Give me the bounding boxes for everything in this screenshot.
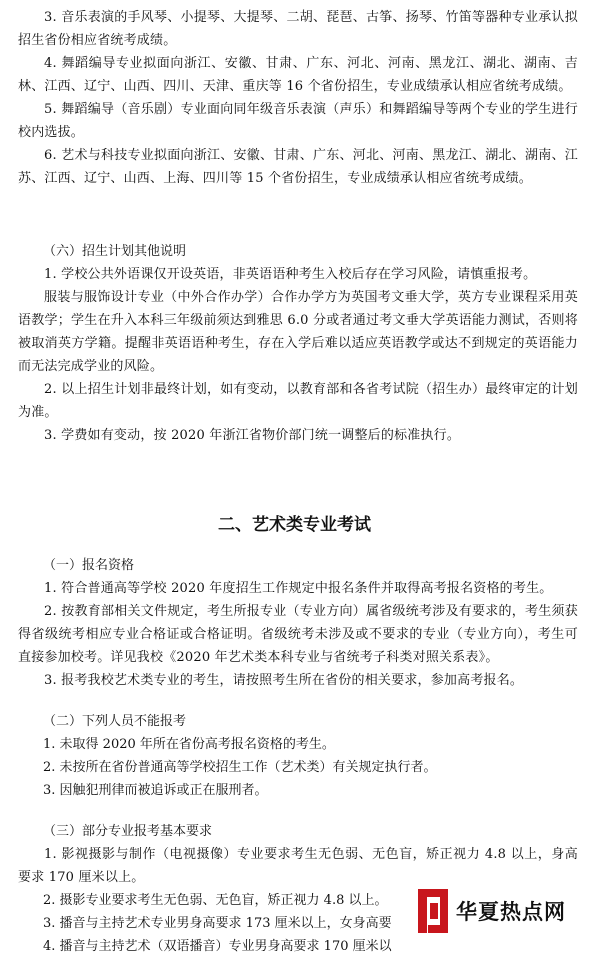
paragraph-dance-choreography: 4. 舞蹈编导专业拟面向浙江、安徽、甘肃、广东、河北、河南、黑龙江、湖北、湖南、吉林、江西、辽宁、山西、四川、天津、重庆等 16 个省份招生，专业成绩承认相应省统考成绩。 [18, 56, 578, 94]
paragraph-requirement-4: 4. 播音与主持艺术（双语播音）专业男身高要求 170 厘米以 [43, 939, 392, 954]
paragraph-art-technology: 6. 艺术与科技专业拟面向浙江、安徽、甘肃、广东、河北、河南、黑龙江、湖北、湖南、江苏、江西、辽宁、山西、上海、四川等 15 个省份招生，专业成绩承认相应省统考成绩。 [18, 148, 578, 186]
paragraph-plan-not-final: 2. 以上招生计划非最终计划，如有变动，以教育部和各省考试院（招生办）最终审定的计划为准。 [18, 382, 578, 420]
watermark-logo-icon [416, 885, 450, 937]
paragraph-sino-foreign: 服装与服饰设计专业（中外合作办学）合作办学方为英国考文垂大学，英方专业课程采用英语教学；学生在升入本科三年级前须达到雅思 6.0 分或者通过考文垂大学英语能力测试，否则将被取消英方学籍。提醒非英语语种考生，存在入学后难以适应英语教学或达不到规定的英语能力而无法完成学业的风险。 [18, 290, 578, 374]
section-title-ineligible: （二）下列人员不能报考 [43, 714, 187, 729]
paragraph-eligibility-3: 3. 报考我校艺术类专业的考生，请按照考生所在省份的相关要求，参加高考报名。 [44, 673, 524, 688]
watermark-text: 华夏热点网 [456, 899, 566, 924]
paragraph-requirement-1: 1. 影视摄影与制作（电视摄像）专业要求考生无色弱、无色盲，矫正视力 4.8 以上，身高要求 170 厘米以上。 [18, 847, 578, 885]
chapter-heading: 二、艺术类专业考试 [218, 515, 371, 535]
paragraph-ineligible-1: 1. 未取得 2020 年所在省份高考报名资格的考生。 [43, 737, 335, 752]
paragraph-music-performance: 3. 音乐表演的手风琴、小提琴、大提琴、二胡、琵琶、古筝、扬琴、竹笛等器种专业承认拟招生省份相应省统考成绩。 [18, 10, 578, 48]
watermark [408, 876, 589, 945]
paragraph-eligibility-1: 1. 符合普通高等学校 2020 年度招生工作规定中报名条件并取得高考报名资格的考生。 [44, 581, 553, 596]
section-title-other-notes: （六）招生计划其他说明 [43, 244, 187, 259]
section-title-eligibility: （一）报名资格 [43, 558, 135, 573]
paragraph-ineligible-2: 2. 未按所在省份普通高等学校招生工作（艺术类）有关规定执行者。 [43, 760, 437, 775]
paragraph-musical-theater: 5. 舞蹈编导（音乐剧）专业面向同年级音乐表演（声乐）和舞蹈编导等两个专业的学生进行校内选拔。 [18, 102, 578, 140]
paragraph-foreign-language: 1. 学校公共外语课仅开设英语，非英语语种考生入校后存在学习风险，请慎重报考。 [44, 267, 537, 282]
paragraph-ineligible-3: 3. 因触犯刑律而被追诉或正在服刑者。 [43, 783, 268, 798]
paragraph-requirement-2: 2. 摄影专业要求考生无色弱、无色盲，矫正视力 4.8 以上。 [43, 893, 388, 908]
paragraph-requirement-3: 3. 播音与主持艺术专业男身高要求 173 厘米以上，女身高要 [43, 916, 392, 931]
paragraph-eligibility-2: 2. 按教育部相关文件规定，考生所报专业（专业方向）属省级统考涉及有要求的，考生须获得省级统考相应专业合格证或合格证明。省级统考未涉及或不要求的专业（专业方向），考生可直接参加校考。详见我校《2020 年艺术类本科专业与省统考子科类对照关系表》。 [18, 604, 578, 665]
section-title-requirements: （三）部分专业报考基本要求 [43, 824, 213, 839]
paragraph-tuition: 3. 学费如有变动，按 2020 年浙江省物价部门统一调整后的标准执行。 [44, 428, 461, 443]
